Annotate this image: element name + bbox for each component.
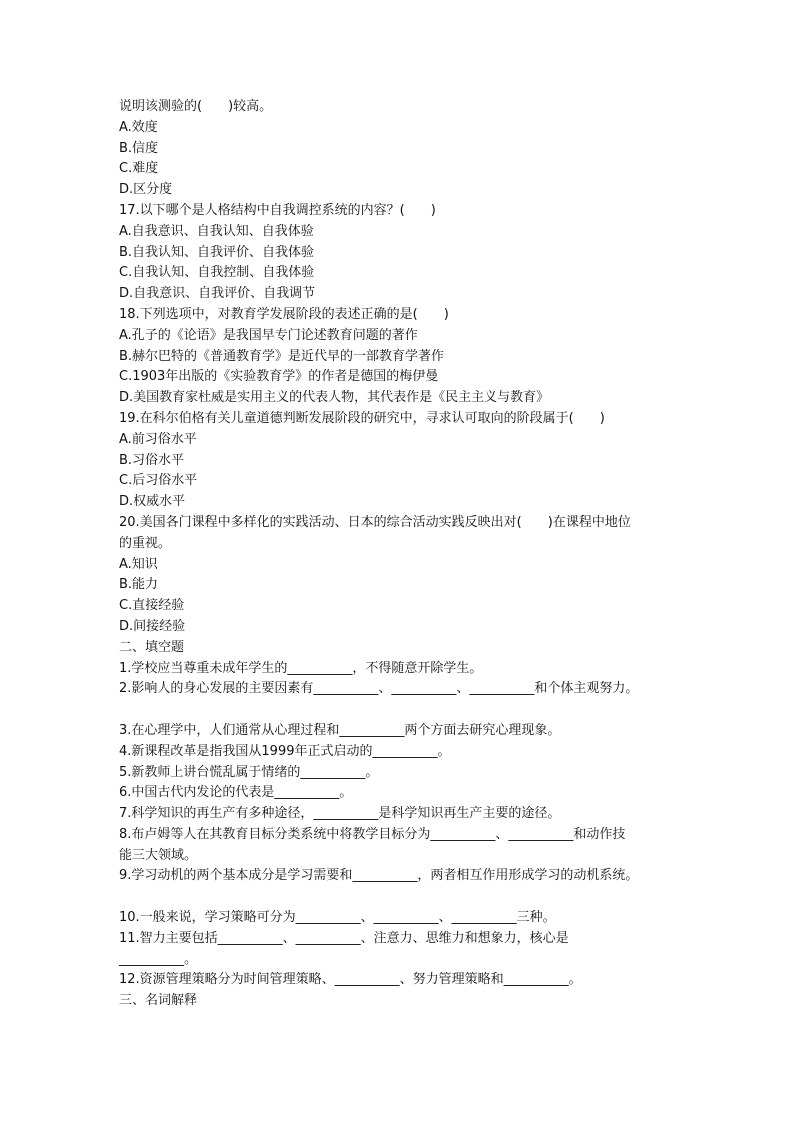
fill-question-8: 8.布卢姆等人在其教育目标分类系统中将教学目标分为__________、__________和动作技 — [119, 826, 626, 842]
fill-question-5: 5.新教师上讲台慌乱属于情绪的__________。 — [119, 764, 379, 780]
fill-question-6: 6.中国古代内发论的代表是__________。 — [119, 785, 353, 801]
option-a: A.知识 — [119, 556, 158, 572]
blank-line — [119, 700, 679, 721]
blank-line — [119, 887, 679, 908]
fill-question-9: 9.学习动机的两个基本成分是学习需要和__________，两者相互作用形成学习的动机系统。 — [119, 868, 639, 884]
option-c: C.直接经验 — [119, 598, 185, 614]
option-b: B.能力 — [119, 577, 159, 593]
option-c: C.后习俗水平 — [119, 473, 198, 489]
fill-question-12: 12.资源管理策略分为时间管理策略、__________、努力管理策略和__________。 — [119, 972, 582, 988]
option-a: A.前习俗水平 — [119, 431, 197, 447]
option-c: C.自我认知、自我控制、自我体验 — [119, 265, 315, 281]
option-c: C.1903年出版的《实验教育学》的作者是德国的梅伊曼 — [119, 369, 439, 385]
question-17: 17.以下哪个是人格结构中自我调控系统的内容？( ) — [119, 202, 436, 218]
option-d: D.自我意识、自我评价、自我调节 — [119, 286, 316, 302]
option-b: B.自我认知、自我评价、自我体验 — [119, 244, 315, 260]
question-18: 18.下列选项中，对教育学发展阶段的表述正确的是( ) — [119, 306, 449, 322]
option-d: D.区分度 — [119, 182, 173, 198]
option-a: A.效度 — [119, 119, 158, 135]
fill-question-3: 3.在心理学中，人们通常从心理过程和__________两个方面去研究心理现象。 — [119, 722, 561, 738]
option-c: C.难度 — [119, 161, 159, 177]
question-20: 20.美国各门课程中多样化的实践活动、日本的综合活动实践反映出对( )在课程中地位 — [119, 514, 631, 530]
text-line: 说明该测验的( )较高。 — [119, 99, 273, 114]
section-heading-terms: 三、名词解释 — [119, 993, 198, 1009]
section-heading-fill-in: 二、填空题 — [119, 639, 185, 655]
option-d: D.间接经验 — [119, 618, 186, 634]
option-d: D.美国教育家杜威是实用主义的代表人物，其代表作是《民主主义与教育》 — [119, 390, 550, 406]
fill-question-11: 11.智力主要包括__________、__________、注意力、思维力和想象力，核心是 — [119, 930, 569, 946]
option-b: B.信度 — [119, 140, 159, 156]
fill-question-7: 7.科学知识的再生产有多种途径，__________是科学知识再生产主要的途径。 — [119, 806, 561, 822]
option-b: B.习俗水平 — [119, 452, 185, 468]
option-a: A.自我意识、自我认知、自我体验 — [119, 223, 314, 239]
option-a: A.孔子的《论语》是我国早专门论述教育问题的著作 — [119, 327, 418, 343]
question-19: 19.在科尔伯格有关儿童道德判断发展阶段的研究中，寻求认可取向的阶段属于( ) — [119, 410, 605, 426]
question-20-continued: 的重视。 — [119, 535, 172, 551]
document-page — [119, 97, 679, 1012]
option-b: B.赫尔巴特的《普通教育学》是近代早的一部教育学著作 — [119, 348, 445, 364]
fill-question-4: 4.新课程改革是指我国从1999年正式启动的__________。 — [119, 743, 451, 759]
option-d: D.权威水平 — [119, 494, 186, 510]
fill-question-10: 10.一般来说，学习策略可分为__________、__________、__________三种。 — [119, 910, 556, 926]
fill-question-1: 1.学校应当尊重未成年学生的__________，不得随意开除学生。 — [119, 660, 483, 676]
fill-question-2: 2.影响人的身心发展的主要因素有__________、__________、__________和个体主观努力。 — [119, 681, 639, 697]
fill-question-8-continued: 能三大领域。 — [119, 847, 198, 863]
fill-question-11-continued: __________。 — [119, 951, 198, 967]
